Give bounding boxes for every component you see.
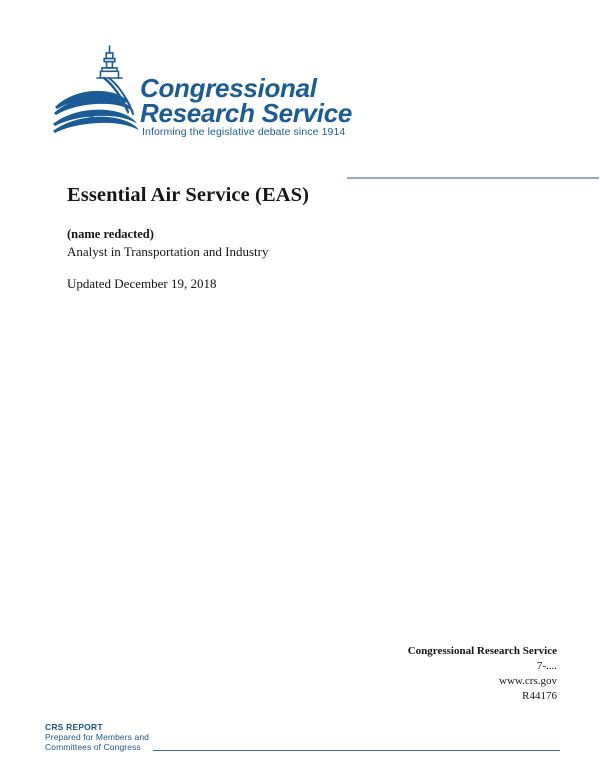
report-footer-subtitle-line-1: Prepared for Members and [45, 732, 149, 742]
wordmark-line-1: Congressional [140, 73, 317, 103]
report-footer [45, 722, 560, 754]
document-date: Updated December 19, 2018 [67, 276, 217, 291]
colophon-phone: 7-.... [536, 660, 557, 672]
byline [67, 226, 537, 261]
colophon-report-number: R44176 [522, 690, 557, 702]
crs-wordmark [140, 73, 353, 128]
capitol-dome-icon [52, 44, 148, 140]
colophon-website[interactable]: www.crs.gov [499, 675, 557, 687]
crs-tagline: Informing the legislative debate since 1914 [142, 126, 346, 138]
report-footer-subtitle-line-2: Committees of Congress [45, 742, 141, 752]
wordmark-line-2: Research Service [140, 98, 353, 128]
page-title: Essential Air Service (EAS) [67, 183, 310, 206]
report-footer-label: CRS REPORT [45, 722, 103, 732]
colophon-organization: Congressional Research Service [407, 645, 557, 657]
author-name: (name redacted) [67, 227, 154, 241]
crs-masthead [52, 44, 558, 142]
colophon [237, 644, 557, 704]
footer-divider [153, 750, 560, 751]
masthead-divider [347, 177, 599, 179]
author-role: Analyst in Transportation and Industry [67, 244, 269, 259]
